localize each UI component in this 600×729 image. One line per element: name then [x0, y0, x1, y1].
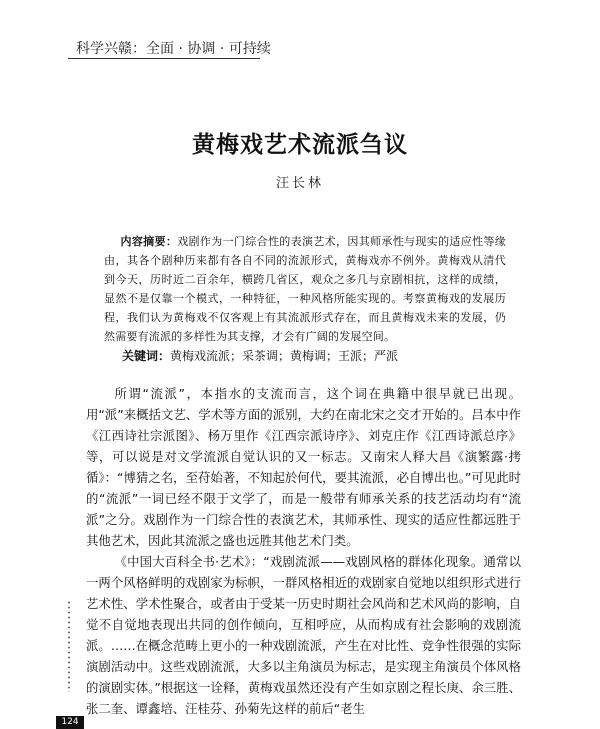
article-body	[86, 383, 521, 719]
page-number: 124	[56, 716, 84, 729]
abstract-block	[104, 232, 506, 346]
keywords-label: 关键词：	[122, 349, 171, 363]
abstract-text: 戏剧作为一门综合性的表演艺术，因其师承性与现实的适应性等缘由，其各个剧种历来都有各自不同的流派形式，黄梅戏亦不例外。黄梅戏从清代到今天，历时近二百余年，横跨几省区，观众之多几与京剧相抗，这样的成绩，显然不是仅靠一个模式，一种特征，一种风格所能实现的。考察黄梅戏的发展历程，我们认为黄梅戏不仅客观上有其流派形式存在，而且黄梅戏未来的发展，仍然需要有流派的多样性为其支撑，才会有广阔的发展空间。	[104, 235, 506, 343]
body-paragraph-1: 所谓“流派”，本指水的支流而言，这个词在典籍中很早就已出现。用“派”来概括文艺、学术等方面的派别，大约在南北宋之交才开始的。吕本中作《江西诗社宗派图》、杨万里作《江西宗派诗序》、刘克庄作《江西诗派总序》等，可以说是对文学流派自觉认识的又一标志。又南宋人释大昌《演繁露·拷循》：“博猜之名，至苻始著，不知起於何代，要其流派，必自博出也。”可见此时的“流派”一词已经不限于文学了，而是一般带有师承关系的技艺活动均有“流派”之分。戏剧作为一门综合性的表演艺术，其师承性、现实的适应性都远胜于其他艺术，因此其流派之盛也远胜其他艺术门类。	[86, 386, 521, 548]
body-paragraph-2: 《中国大百科全书·艺术》：“戏剧流派——戏剧风格的群体化现象。通常以一两个风格鲜明的戏剧家为标帜，一群风格相近的戏剧家自觉地以组织形式进行艺术性、学术性聚合，或者由于受某一历史时期社会风尚和艺术风尚的影响，自觉不自觉地表现出共同的创作倾向，互相呼应，从而构成有社会影响的戏剧流派。……在概念范畴上更小的一种戏剧流派，产生在对比性、竞争性很强的实际演剧活动中。这些戏剧流派，大多以主角演员为标志，是实现主角演员个体风格的演剧实体。”根据这一诠释，黄梅戏虽然还没有产生如京剧之程长庚、余三胜、张二奎、谭鑫培、汪桂芬、孙菊先这样的前后“老生	[86, 554, 521, 716]
article-title: 黄梅戏艺术流派刍议	[192, 132, 408, 158]
abstract-label: 内容摘要：	[120, 235, 178, 248]
keywords-block	[122, 347, 512, 366]
header-rule	[68, 58, 260, 59]
article-author: 汪长林	[275, 176, 324, 191]
binding-margin-dots	[68, 600, 70, 692]
running-header: 科学兴赣：全面 · 协调 · 可持续	[76, 41, 271, 57]
keywords-text: 黄梅戏流派；采茶调；黄梅调；王派；严派	[170, 349, 399, 363]
